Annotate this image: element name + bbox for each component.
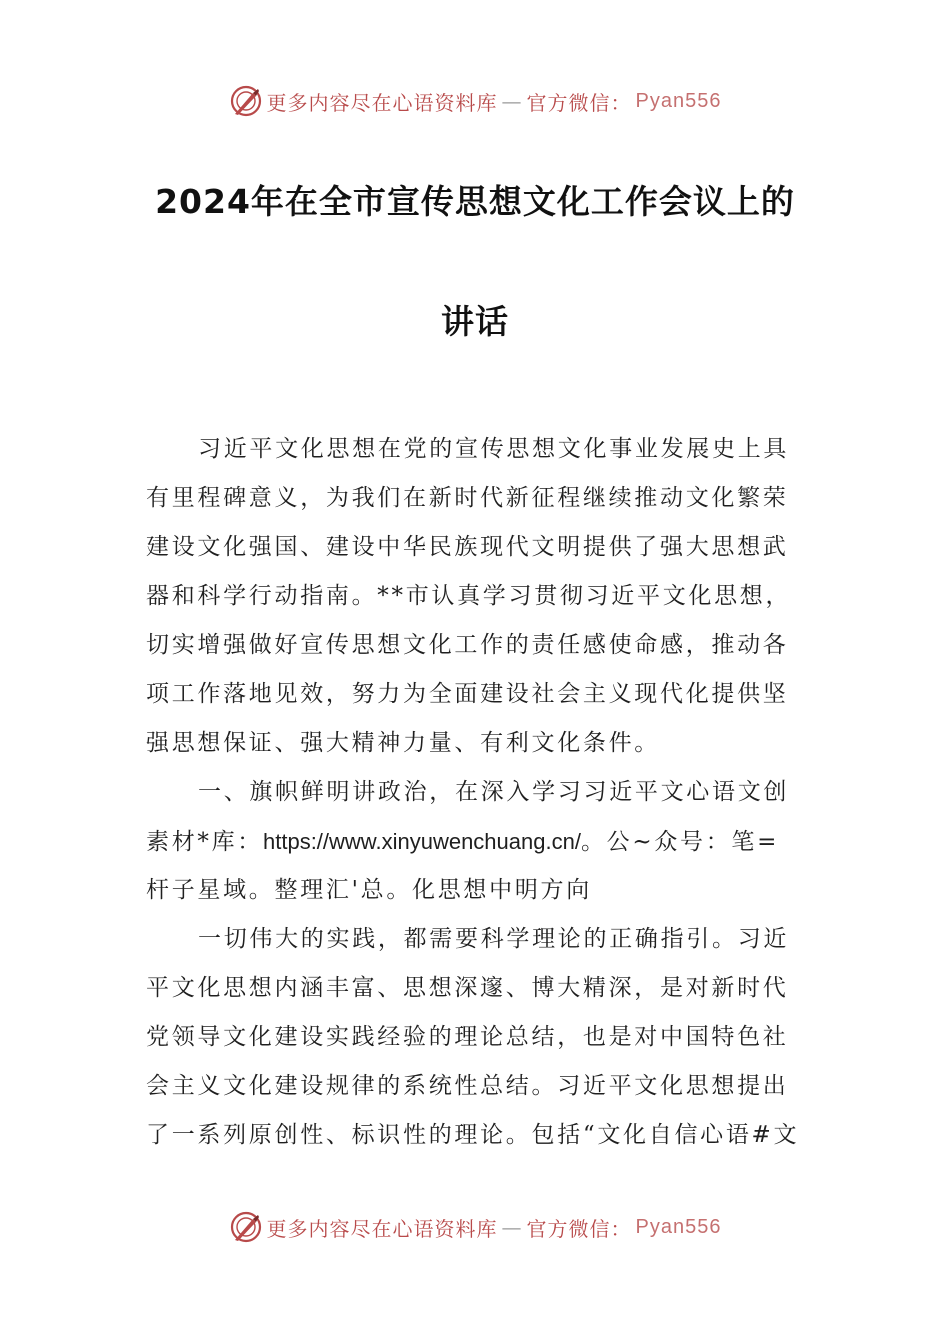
body-line-with-url: [146, 817, 808, 866]
banner-separator: —: [501, 1215, 523, 1239]
document-title-line-1: 2024年在全市宣传思想文化工作会议上的: [155, 182, 795, 221]
body-line: 一、旗帜鲜明讲政治，在深入学习习近平文心语文创: [198, 779, 790, 805]
body-line: 建设文化强国、建设中华民族现代文明提供了强大思想武: [146, 534, 789, 560]
body-line: 习近平文化思想在党的宣传思想文化事业发展史上具: [198, 436, 790, 462]
body-line: 平文化思想内涵丰富、思想深邃、博大精深，是对新时代: [146, 975, 789, 1001]
website-link[interactable]: https://www.xinyuwenchuang.cn/: [263, 829, 581, 854]
banner-wechat-label: 官方微信：: [526, 90, 632, 115]
document-body: [146, 425, 808, 1160]
body-line: 一切伟大的实践，都需要科学理论的正确指引。习近: [198, 926, 790, 952]
body-line: 强思想保证、强大精神力量、有利文化条件。: [146, 730, 660, 756]
document-title-line-2: 讲话: [441, 302, 509, 341]
body-line: 有里程碑意义，为我们在新时代新征程继续推动文化繁荣: [146, 485, 789, 511]
body-line: 了一系列原创性、标识性的理论。包括“文化自信心语#文: [146, 1122, 800, 1148]
pen-logo-icon: [229, 1210, 263, 1244]
body-line: 项工作落地见效，努力为全面建设社会主义现代化提供坚: [146, 681, 789, 707]
body-line-prefix: 素材*库：: [146, 829, 263, 855]
body-line-suffix: 。公~众号：笔=: [580, 829, 780, 855]
pen-logo-icon: [229, 84, 263, 118]
body-line: 切实增强做好宣传思想文化工作的责任感使命感，推动各: [146, 632, 789, 658]
banner-wechat-id: Pyan556: [635, 89, 722, 112]
banner-separator: —: [501, 89, 523, 113]
body-line: 会主义文化建设规律的系统性总结。习近平文化思想提出: [146, 1073, 789, 1099]
body-line: 器和科学行动指南。**市认真学习贯彻习近平文化思想，: [146, 583, 792, 609]
banner-text: 更多内容尽在心语资料库: [266, 90, 498, 115]
body-line: 杆子星域。整理汇'总。化思想中明方向: [146, 877, 592, 903]
footer-watermark-banner: [0, 1210, 950, 1244]
body-line: 党领导文化建设实践经验的理论总结，也是对中国特色社: [146, 1024, 789, 1050]
header-watermark-banner: [0, 84, 950, 118]
banner-wechat-id: Pyan556: [635, 1215, 722, 1238]
banner-wechat-label: 官方微信：: [526, 1216, 632, 1241]
banner-text: 更多内容尽在心语资料库: [266, 1216, 498, 1241]
